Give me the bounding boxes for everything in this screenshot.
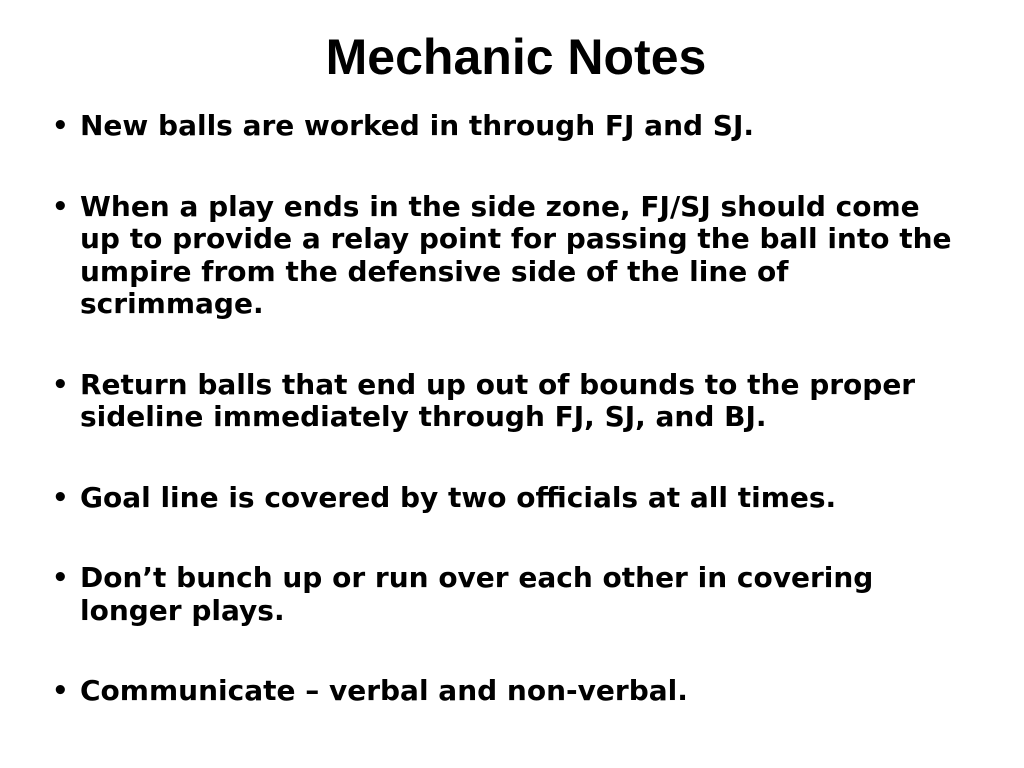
bullet-text: Communicate – verbal and non-verbal.: [80, 674, 688, 707]
bullet-text: Goal line is covered by two officials at all times.: [80, 480, 837, 514]
bullet-text: Return balls that end up out of bounds to the proper sideline immediately through FJ, SJ, and BJ.: [80, 367, 916, 433]
bullet-item: [52, 675, 952, 708]
bullet-dot-icon: •: [52, 191, 69, 222]
bullet-dot-icon: •: [52, 676, 69, 706]
bullet-item: [52, 369, 952, 434]
bullet-list: [52, 110, 952, 756]
bullet-item: [52, 110, 952, 143]
slide-title: Mechanic Notes: [325, 29, 707, 85]
bullet-text: When a play ends in the side zone, FJ/SJ should come up to provide a relay point for passing the ball into the umpire from the defensive side of the line of scrimmage.: [80, 189, 952, 320]
bullet-dot-icon: •: [52, 369, 69, 400]
bullet-dot-icon: •: [52, 482, 69, 513]
bullet-item: [52, 562, 952, 627]
bullet-dot-icon: •: [52, 111, 69, 141]
bullet-dot-icon: •: [52, 563, 69, 593]
bullet-item: [52, 482, 952, 515]
bullet-text: Don’t bunch up or run over each other in covering longer plays.: [80, 561, 874, 627]
bullet-item: [52, 191, 952, 321]
bullet-text: New balls are worked in through FJ and SJ.: [80, 109, 755, 142]
